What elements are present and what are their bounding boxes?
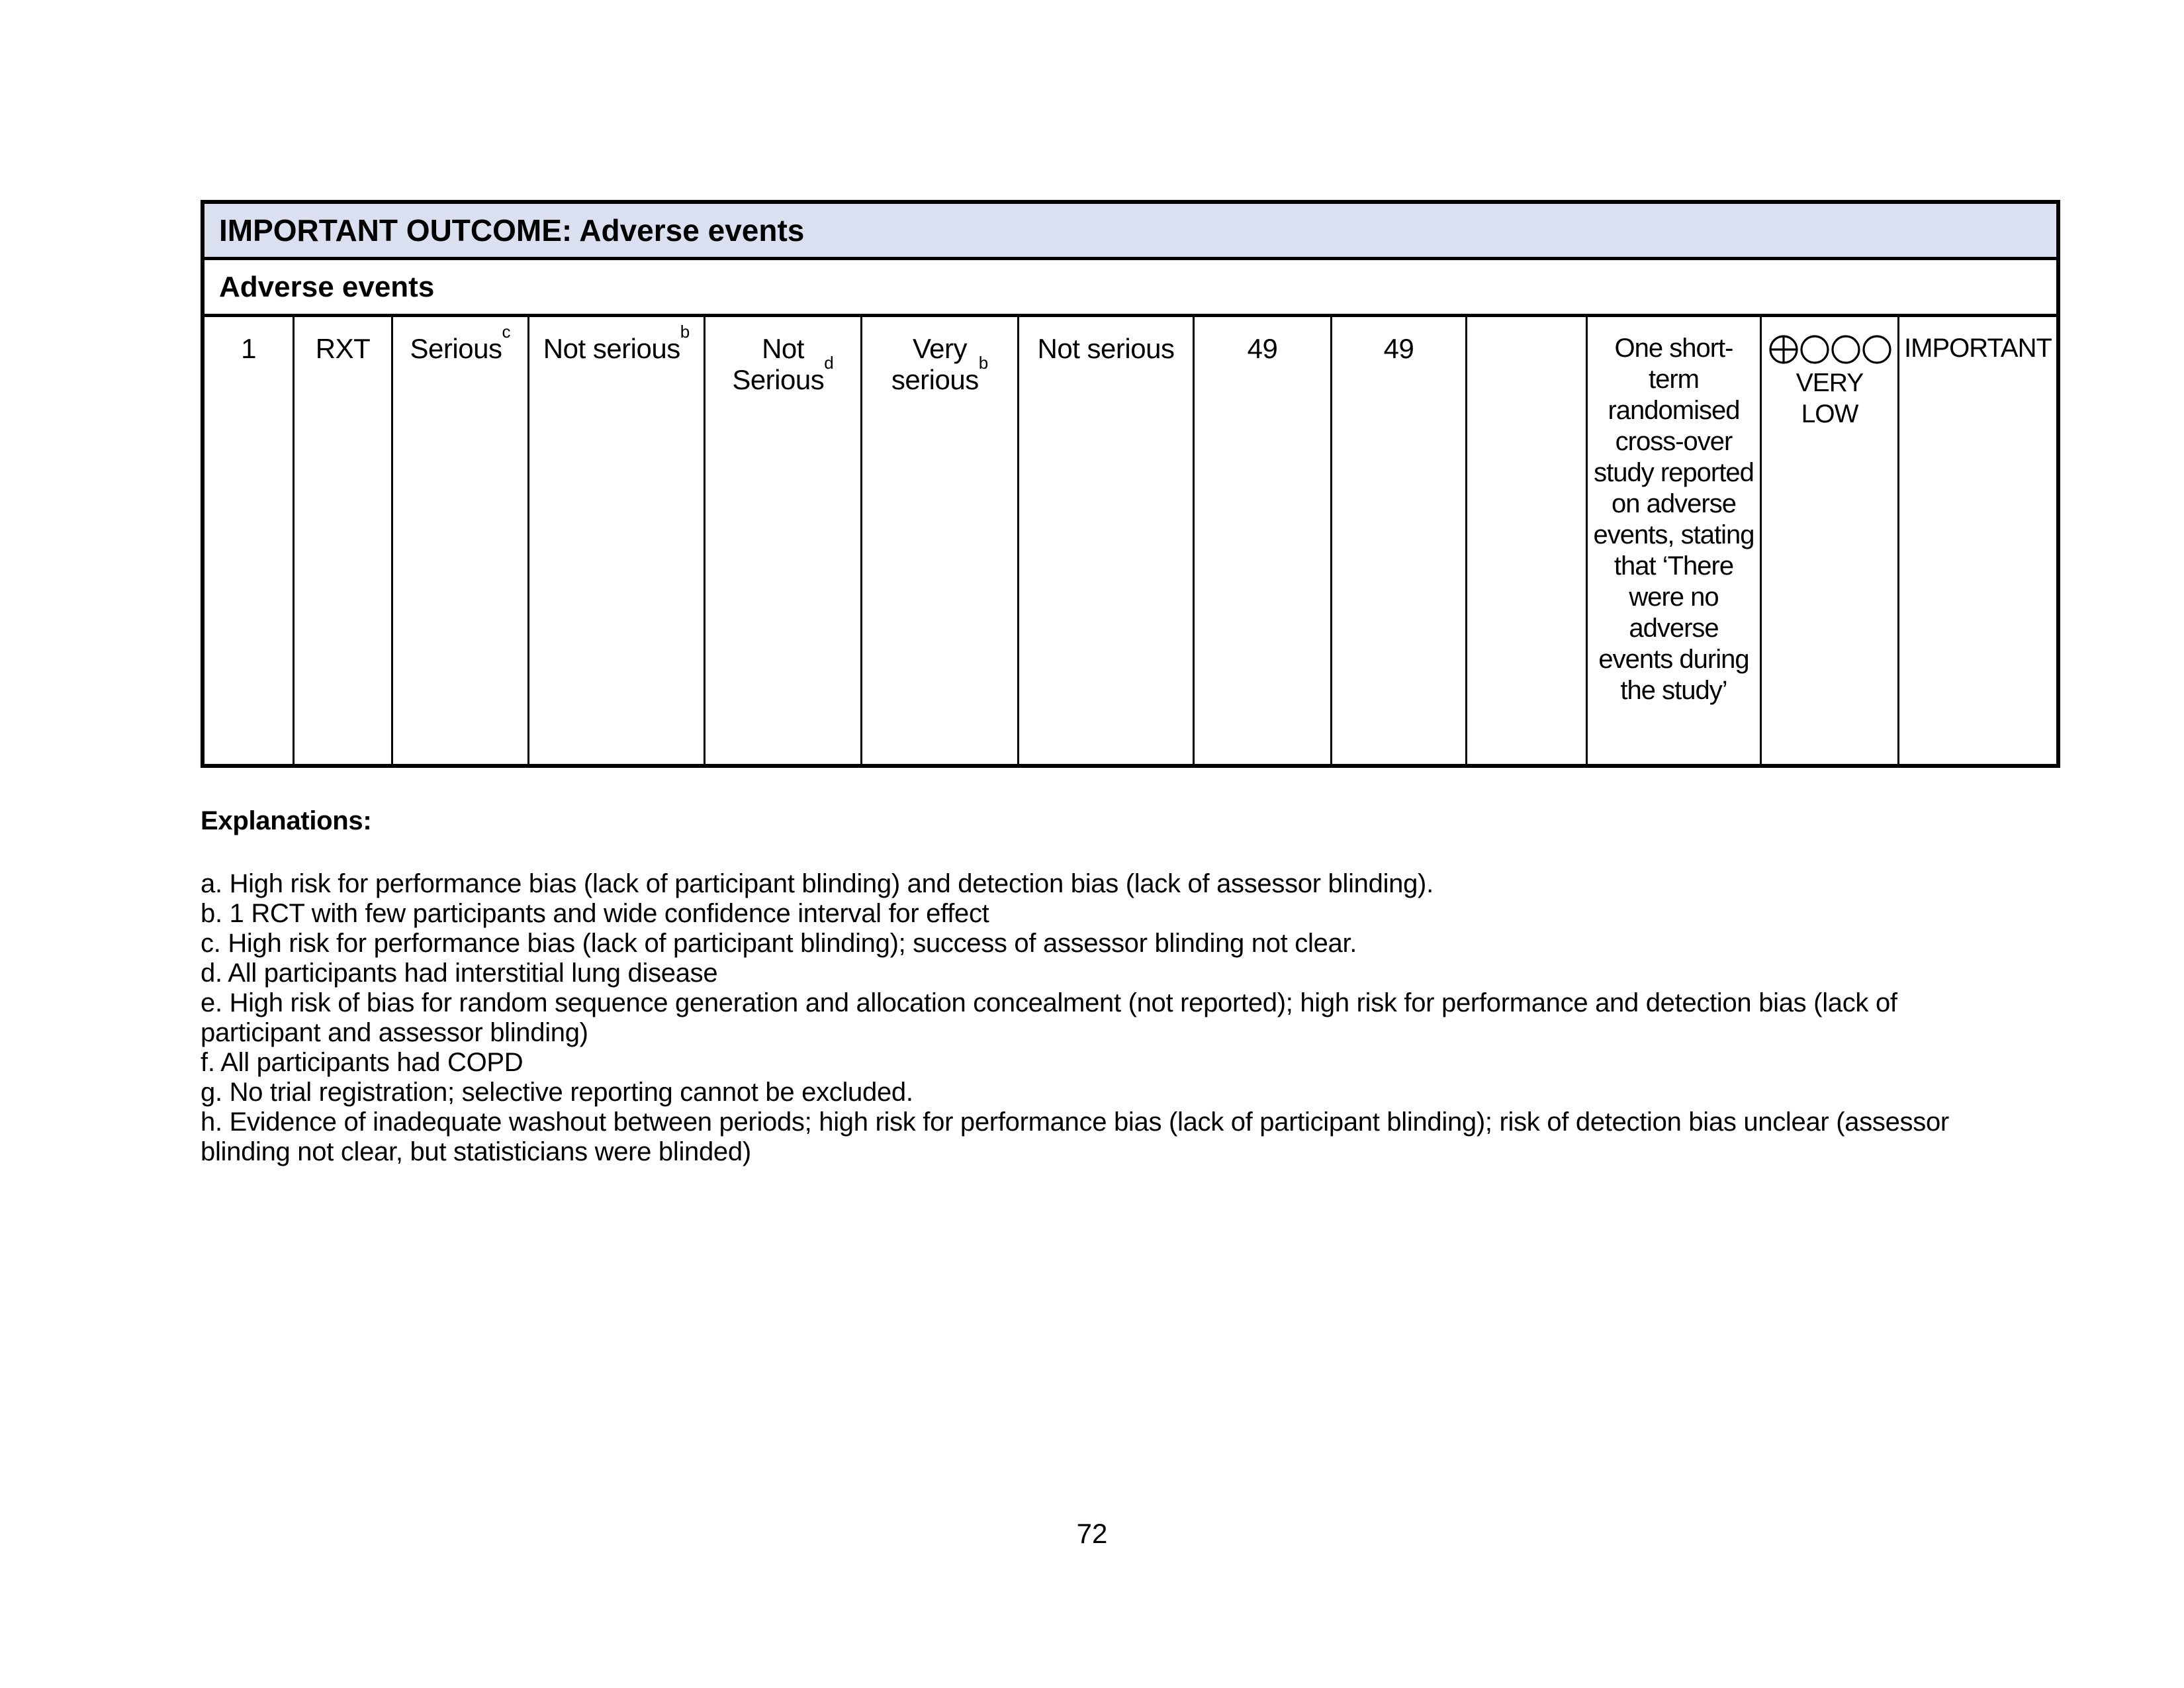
cell-inconsistency	[529, 317, 705, 764]
inconsistency-value: Not serious	[543, 333, 680, 364]
cell-importance	[1899, 317, 2056, 764]
explanation-item-f: f. All participants had COPD	[201, 1048, 523, 1077]
indirectness-footnote-ref: d	[824, 353, 834, 373]
cell-comparison-n	[1332, 317, 1467, 764]
explanation-item-g: g. No trial registration; selective reporting cannot be excluded.	[201, 1078, 913, 1107]
evidence-data-row	[205, 317, 2056, 764]
outcome-header-text: IMPORTANT OUTCOME: Adverse events	[219, 213, 805, 248]
explanations-section	[201, 806, 1987, 1167]
cell-blank	[1467, 317, 1588, 764]
cell-imprecision	[862, 317, 1019, 764]
grade-evidence-table	[201, 200, 2060, 768]
comparison-n-value: 49	[1383, 333, 1414, 364]
other-considerations-value: Not serious	[1037, 333, 1175, 364]
page-number: 72	[1076, 1518, 1108, 1549]
cell-number-of-studies	[205, 317, 295, 764]
explanation-item-d: d. All participants had interstitial lung disease	[201, 959, 718, 988]
explanation-item-e: e. High risk of bias for random sequence generation and allocation concealment (not reported); high risk for performance and detection bias (lack of participant and assessor blinding)	[201, 988, 1897, 1047]
study-design-value: RXT	[315, 333, 371, 364]
explanations-title: Explanations:	[201, 806, 372, 835]
importance-value: IMPORTANT	[1904, 334, 2052, 363]
effect-narrative-text: One short-term randomised cross-over study reported on adverse events, stating that ‘There were no adverse events during the study’	[1593, 334, 1754, 705]
grade-very-low-certainty-icon	[1768, 334, 1891, 365]
imprecision-value: Very serious	[891, 333, 979, 395]
outcome-header-row	[205, 204, 2056, 260]
explanation-item-b: b. 1 RCT with few participants and wide confidence interval for effect	[201, 899, 989, 928]
cell-certainty	[1762, 317, 1899, 764]
outcome-name-text: Adverse events	[219, 270, 435, 303]
number-of-studies-value: 1	[241, 333, 256, 364]
risk-of-bias-value: Serious	[410, 333, 502, 364]
cell-effect-narrative	[1588, 317, 1762, 764]
indirectness-value: Not Serious	[732, 333, 825, 395]
risk-of-bias-footnote-ref: c	[502, 322, 511, 342]
cell-indirectness	[705, 317, 862, 764]
explanation-item-h: h. Evidence of inadequate washout between periods; high risk for performance bias (lack of participant blinding); risk of detection bias unclear (assessor blinding not clear, but statisticians were blinded)	[201, 1107, 1949, 1166]
explanation-item-c: c. High risk for performance bias (lack of participant blinding); success of assessor blinding not clear.	[201, 929, 1357, 958]
outcome-name-row	[205, 260, 2056, 317]
cell-intervention-n	[1195, 317, 1332, 764]
cell-other-considerations	[1019, 317, 1195, 764]
certainty-label: VERY LOW	[1796, 369, 1864, 428]
imprecision-footnote-ref: b	[978, 353, 989, 373]
intervention-n-value: 49	[1247, 333, 1278, 364]
cell-study-design	[295, 317, 393, 764]
inconsistency-footnote-ref: b	[680, 322, 690, 342]
explanation-item-a: a. High risk for performance bias (lack of participant blinding) and detection bias (lack of assessor blinding).	[201, 869, 1433, 898]
cell-risk-of-bias	[393, 317, 529, 764]
